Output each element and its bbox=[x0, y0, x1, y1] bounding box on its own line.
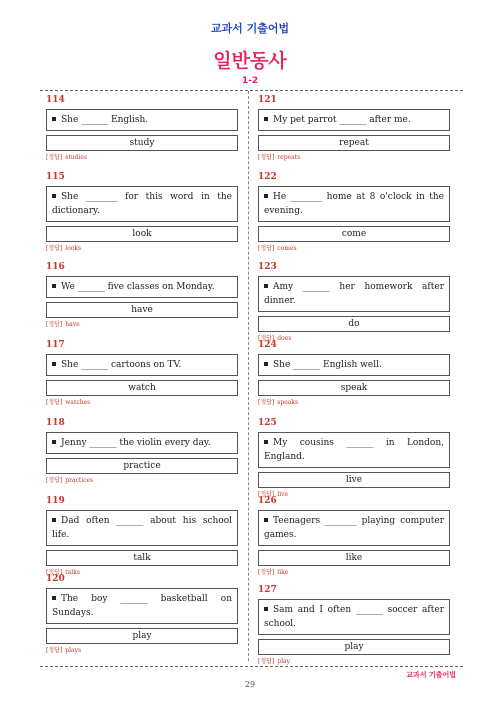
answer-text: play bbox=[277, 658, 291, 665]
question-sentence-box bbox=[258, 186, 450, 222]
answer-text: practices bbox=[65, 477, 94, 484]
question-sentence: Teenagers _______ playing computer games. bbox=[264, 516, 444, 540]
answer-label: [정답] bbox=[258, 569, 275, 576]
answer-text: talks bbox=[65, 569, 80, 576]
question-item bbox=[258, 338, 450, 407]
question-sentence: Amy ______ her homework after dinner. bbox=[264, 282, 444, 306]
answer-text: studies bbox=[65, 154, 88, 161]
answer-text: live bbox=[277, 491, 289, 498]
answer-text: plays bbox=[65, 647, 82, 654]
question-number: 114 bbox=[46, 95, 65, 105]
verb-hint-box: look bbox=[46, 226, 238, 242]
bullet-icon bbox=[52, 284, 56, 288]
answer-line bbox=[258, 658, 450, 666]
answer-line bbox=[46, 154, 238, 162]
answer-line bbox=[258, 154, 450, 162]
question-sentence-box bbox=[258, 432, 450, 468]
question-sentence: Dad often ______ about his school life. bbox=[52, 516, 232, 540]
question-sentence-box bbox=[46, 276, 238, 298]
bullet-icon bbox=[52, 194, 56, 198]
question-number: 124 bbox=[258, 340, 277, 350]
question-sentence-box bbox=[258, 109, 450, 131]
question-number: 120 bbox=[46, 574, 65, 584]
question-sentence: We ______ five classes on Monday. bbox=[61, 282, 215, 292]
question-sentence-box bbox=[46, 588, 238, 624]
question-sentence: The boy ______ basketball on Sundays. bbox=[52, 594, 232, 618]
answer-label: [정답] bbox=[258, 245, 275, 252]
page-number: 29 bbox=[244, 680, 256, 689]
question-item bbox=[46, 93, 238, 162]
column-divider bbox=[248, 91, 249, 661]
bullet-icon bbox=[52, 117, 56, 121]
answer-label: [정답] bbox=[258, 154, 275, 161]
question-item bbox=[258, 583, 450, 666]
answer-line bbox=[46, 477, 238, 485]
question-number: 121 bbox=[258, 95, 277, 105]
question-item bbox=[46, 494, 238, 577]
answer-line bbox=[258, 245, 450, 253]
question-item bbox=[258, 494, 450, 577]
answer-label: [정답] bbox=[258, 491, 275, 498]
question-sentence: She ______ English well. bbox=[273, 360, 382, 370]
answer-line bbox=[258, 569, 450, 577]
question-number: 119 bbox=[46, 496, 65, 506]
footer-brand: 교과서 기출어법 bbox=[406, 671, 456, 679]
answer-text: repeats bbox=[277, 154, 301, 161]
question-item bbox=[46, 260, 238, 329]
answer-line bbox=[46, 321, 238, 329]
bullet-icon bbox=[264, 440, 268, 444]
verb-hint-box: practice bbox=[46, 458, 238, 474]
question-sentence-box bbox=[258, 599, 450, 635]
question-item bbox=[46, 170, 238, 253]
answer-line bbox=[46, 245, 238, 253]
question-sentence: My pet parrot ______ after me. bbox=[273, 115, 411, 125]
question-sentence-box bbox=[46, 186, 238, 222]
verb-hint-box: play bbox=[258, 639, 450, 655]
answer-label: [정답] bbox=[46, 647, 63, 654]
answer-label: [정답] bbox=[46, 477, 63, 484]
question-number: 116 bbox=[46, 262, 65, 272]
answer-text: have bbox=[65, 321, 80, 328]
bullet-icon bbox=[52, 440, 56, 444]
answer-text: like bbox=[277, 569, 289, 576]
verb-hint-box: watch bbox=[46, 380, 238, 396]
question-number: 126 bbox=[258, 496, 277, 506]
question-sentence-box bbox=[46, 510, 238, 546]
answer-label: [정답] bbox=[46, 321, 63, 328]
answer-label: [정답] bbox=[258, 399, 275, 406]
question-sentence: She ______ cartoons on TV. bbox=[61, 360, 182, 370]
question-sentence-box bbox=[258, 276, 450, 312]
bullet-icon bbox=[264, 607, 268, 611]
answer-text: watches bbox=[65, 399, 91, 406]
footer-divider bbox=[40, 666, 463, 667]
question-item bbox=[258, 93, 450, 162]
bullet-icon bbox=[264, 117, 268, 121]
answer-line bbox=[258, 399, 450, 407]
answer-label: [정답] bbox=[46, 154, 63, 161]
question-number: 118 bbox=[46, 418, 65, 428]
question-item bbox=[46, 572, 238, 655]
verb-hint-box: like bbox=[258, 550, 450, 566]
answer-text: does bbox=[277, 335, 292, 342]
answer-line bbox=[46, 647, 238, 655]
verb-hint-box: have bbox=[46, 302, 238, 318]
verb-hint-box: study bbox=[46, 135, 238, 151]
question-sentence-box bbox=[46, 109, 238, 131]
verb-hint-box: speak bbox=[258, 380, 450, 396]
bullet-icon bbox=[264, 518, 268, 522]
bullet-icon bbox=[264, 284, 268, 288]
verb-hint-box: come bbox=[258, 226, 450, 242]
question-item bbox=[46, 338, 238, 407]
question-sentence: He _______ home at 8 o'clock in the evening. bbox=[264, 192, 444, 216]
header-divider bbox=[40, 90, 463, 91]
question-sentence: She _______ for this word in the dictionary. bbox=[52, 192, 232, 216]
answer-label: [정답] bbox=[46, 399, 63, 406]
question-sentence-box bbox=[258, 354, 450, 376]
question-number: 123 bbox=[258, 262, 277, 272]
question-item bbox=[258, 170, 450, 253]
question-number: 115 bbox=[46, 172, 65, 182]
top-title: 교과서 기출어법 bbox=[210, 22, 290, 35]
question-sentence-box bbox=[46, 354, 238, 376]
question-item bbox=[258, 260, 450, 343]
question-number: 122 bbox=[258, 172, 277, 182]
question-number: 117 bbox=[46, 340, 65, 350]
question-sentence: Sam and I often ______ soccer after school. bbox=[264, 605, 444, 629]
verb-hint-box: talk bbox=[46, 550, 238, 566]
page-subtitle: 1-2 bbox=[241, 76, 259, 86]
question-sentence: She ______ English. bbox=[61, 115, 149, 125]
question-sentence: Jenny ______ the violin every day. bbox=[61, 438, 211, 448]
verb-hint-box: play bbox=[46, 628, 238, 644]
verb-hint-box: do bbox=[258, 316, 450, 332]
question-sentence: My cousins ______ in London, England. bbox=[264, 438, 444, 462]
question-sentence-box bbox=[258, 510, 450, 546]
bullet-icon bbox=[52, 518, 56, 522]
question-number: 125 bbox=[258, 418, 277, 428]
verb-hint-box: repeat bbox=[258, 135, 450, 151]
answer-line bbox=[46, 399, 238, 407]
answer-text: looks bbox=[65, 245, 82, 252]
answer-text: speaks bbox=[277, 399, 299, 406]
bullet-icon bbox=[52, 596, 56, 600]
question-item bbox=[46, 416, 238, 485]
answer-label: [정답] bbox=[46, 569, 63, 576]
question-number: 127 bbox=[258, 585, 277, 595]
question-item bbox=[258, 416, 450, 499]
bullet-icon bbox=[52, 362, 56, 366]
verb-hint-box: live bbox=[258, 472, 450, 488]
bullet-icon bbox=[264, 362, 268, 366]
bullet-icon bbox=[264, 194, 268, 198]
answer-label: [정답] bbox=[258, 658, 275, 665]
question-sentence-box bbox=[46, 432, 238, 454]
answer-label: [정답] bbox=[46, 245, 63, 252]
page-title: 일반동사 bbox=[213, 50, 287, 72]
answer-text: comes bbox=[277, 245, 297, 252]
answer-label: [정답] bbox=[258, 335, 275, 342]
